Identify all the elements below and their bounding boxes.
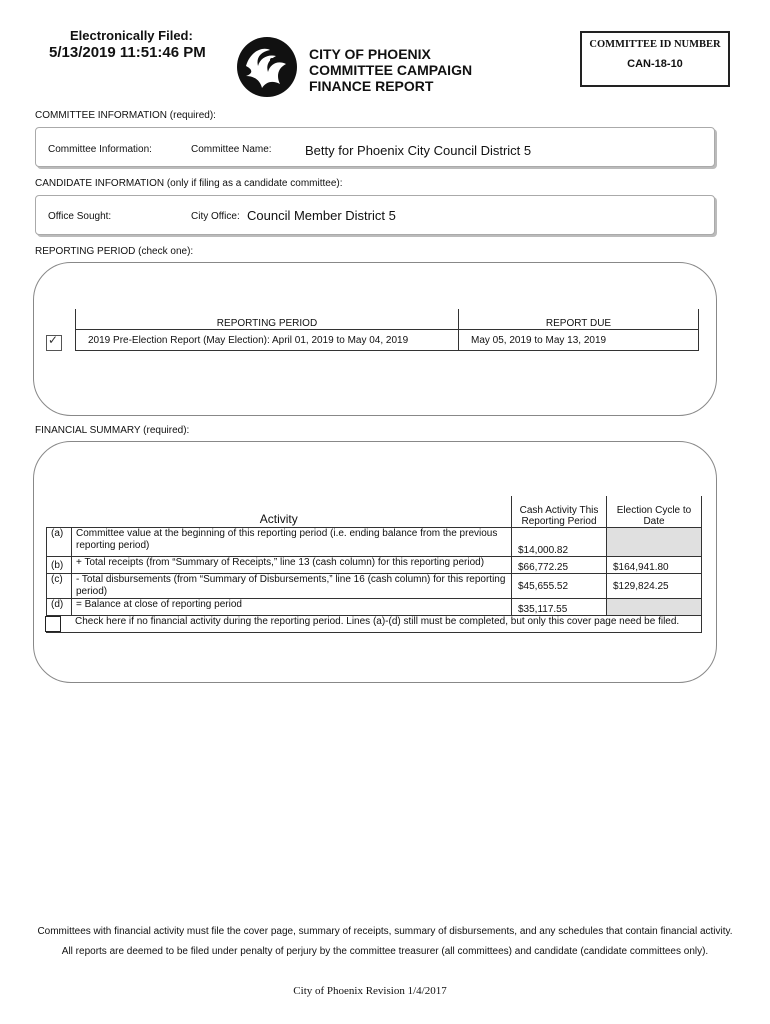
financial-summary-table <box>46 496 702 633</box>
title-line-1: CITY OF PHOENIX <box>309 46 431 62</box>
title-line-3: FINANCE REPORT <box>309 78 434 94</box>
report-title <box>309 46 472 94</box>
col-report-due: REPORT DUE <box>459 309 699 330</box>
candidate-info-box <box>35 195 715 235</box>
filed-label: Electronically Filed: <box>70 28 193 43</box>
cash-value: $14,000.82 <box>512 528 607 557</box>
row-letter: (d) <box>47 599 72 616</box>
reporting-period-value: 2019 Pre-Election Report (May Election): April 01, 2019 to May 04, 2019 <box>76 330 459 351</box>
row-description: Committee value at the beginning of this reporting period (i.e. ending balance from the previous reporting period) <box>72 528 512 557</box>
committee-name-value: Betty for Phoenix City Council District 5 <box>305 143 532 158</box>
row-letter: (b) <box>47 557 72 574</box>
candidate-section-label: CANDIDATE INFORMATION (only if filing as a candidate committee): <box>35 178 343 189</box>
phoenix-logo-icon <box>236 36 298 98</box>
col-cash-activity: Cash Activity This Reporting Period <box>512 496 607 528</box>
check-icon: ✓ <box>48 333 59 347</box>
footer-revision: City of Phoenix Revision 1/4/2017 <box>293 985 447 997</box>
cycle-value: $129,824.25 <box>607 574 702 599</box>
row-letter: (c) <box>47 574 72 599</box>
col-activity: Activity <box>259 512 298 526</box>
row-description: - Total disbursements (from “Summary of Disbursements,” line 16 (cash column) for this reporting period) <box>72 574 512 599</box>
row-letter: (a) <box>47 528 72 557</box>
financial-row-b <box>47 557 702 574</box>
col-reporting-period: REPORTING PERIOD <box>76 309 459 330</box>
financial-section-label: FINANCIAL SUMMARY (required): <box>35 425 190 436</box>
committee-section-label: COMMITTEE INFORMATION (required): <box>35 110 216 121</box>
title-line-2: COMMITTEE CAMPAIGN <box>309 62 473 78</box>
reporting-section-label: REPORTING PERIOD (check one): <box>35 246 194 257</box>
cycle-value-greyed <box>607 599 702 616</box>
committee-id-box <box>580 31 730 87</box>
financial-row-a <box>47 528 702 557</box>
reporting-period-table <box>75 309 699 351</box>
no-activity-row <box>47 616 702 633</box>
row-description: = Balance at close of reporting period <box>72 599 512 616</box>
no-activity-checkbox[interactable] <box>45 616 61 637</box>
committee-id-header: COMMITTEE ID NUMBER <box>589 39 721 50</box>
city-office-label: City Office: <box>191 211 240 222</box>
cash-value: $45,655.52 <box>512 574 607 599</box>
cycle-value-greyed <box>607 528 702 557</box>
col-election-cycle: Election Cycle to Date <box>607 496 702 528</box>
committee-name-label: Committee Name: <box>191 144 272 155</box>
financial-row-c <box>47 574 702 599</box>
financial-row-d <box>47 599 702 616</box>
report-due-value: May 05, 2019 to May 13, 2019 <box>459 330 699 351</box>
reporting-period-checkbox[interactable] <box>46 335 62 356</box>
reporting-period-header-row <box>76 309 699 330</box>
cycle-value: $164,941.80 <box>607 557 702 574</box>
committee-id-value: CAN-18-10 <box>627 58 683 70</box>
office-sought-label: Office Sought: <box>48 211 112 222</box>
financial-header-row <box>47 496 702 528</box>
row-description: + Total receipts (from “Summary of Receipts,” line 13 (cash column) for this reporting period) <box>72 557 512 574</box>
committee-info-label: Committee Information: <box>48 144 152 155</box>
city-office-value: Council Member District 5 <box>247 208 396 223</box>
reporting-period-row <box>76 330 699 351</box>
filed-date: 5/13/2019 11:51:46 PM <box>49 44 206 61</box>
committee-info-box <box>35 127 715 167</box>
no-activity-text: Check here if no financial activity during the reporting period. Lines (a)-(d) still must be completed, but only this cover page need be filed. <box>47 616 702 633</box>
footer-perjury-note: All reports are deemed to be filed under penalty of perjury by the committee treasurer (all committees) and candidate (candidate committees only). <box>61 946 709 957</box>
footer-filing-note: Committees with financial activity must file the cover page, summary of receipts, summary of disbursements, and any schedules that contain financial activity. <box>37 926 733 937</box>
cash-value: $35,117.55 <box>512 599 607 616</box>
cash-value: $66,772.25 <box>512 557 607 574</box>
